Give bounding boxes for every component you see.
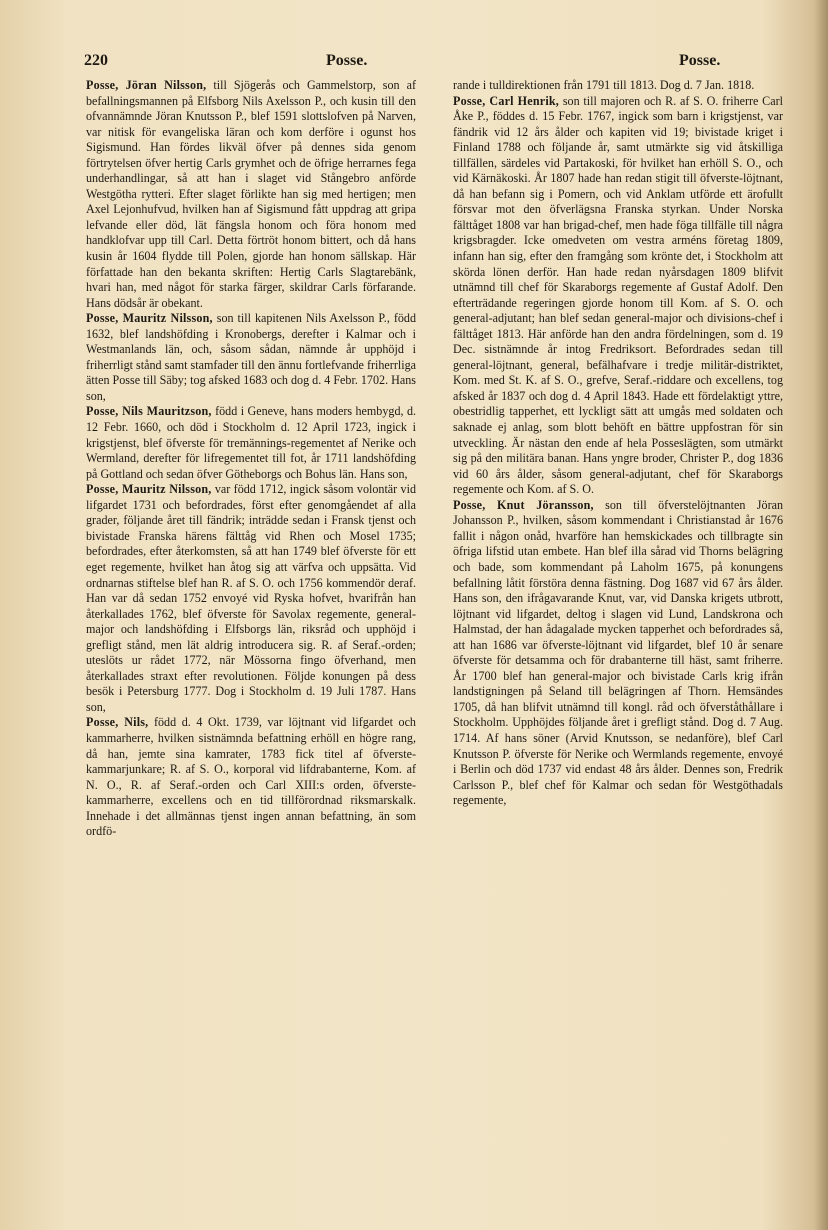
page-edge-shadow (814, 0, 828, 1230)
running-head-left: Posse. (326, 52, 368, 69)
left-column (86, 78, 416, 840)
entry-text: född i Geneve, hans moders hembygd, d. 12 Febr. 1660, och död i Stockholm d. 12 April 1723, ingick i krigstjenst, blef öfverste för tremännings-regementet af Nerike och Wermland, derefter för lifregementet till fot, år 1711 landshöfding på Gottland och sedan öfver Götheborgs och Bohus län. Hans son, (86, 404, 417, 481)
right-column (453, 78, 783, 809)
entry-heading: Posse, Knut Jöransson, (453, 497, 594, 512)
entry-carl-henrik (453, 94, 783, 498)
entry-continuation (453, 78, 783, 94)
entry-text: son till öfverstelöjtnanten Jöran Johansson P., hvilken, såsom kommendant i Christianstad år 1676 fallit i någon onåd, hvarföre han hemskickades och tillbragte sin öfriga lifstid utan embete. Han blef illa sårad vid Thorns belägring och bade, som kommendant på Laholm 1675, på konungens befallning låtit förstöra denna fästning. Dog 1687 vid 67 års ålder. Hans son, den ifrågavarande Knut, var, vid Danska krigets utbrott, löjtnant vid lifgardet, deltog i slagen vid Lund, Landskrona och Halmstad, der han ådagalade mycken tapperhet och befordrades så, att han 1686 var öfverste-löjtnant vid lifgardet, blef 10 år senare öfverste för detsamma och för drabanterne till häst, samt friherre. År 1700 blef han general-major och bivistade Carls krig ifrån landstigningen på Seland till belägringen af Thorn. Hemsändes 1705, då han blifvit utnämnd till kongl. råd och öfverståthållare i Stockholm. Upphöjdes följande året i grefligt stånd. Dog d. 7 Aug. 1714. Af hans söner (Arvid Knutsson, se nedanföre), blef Carl Knutsson P. öfverste för Nerike och Wermlands regemente, envoyé i Berlin och död 1737 vid endast 48 års ålder. Dennes son, Fredrik Carlsson P., blef chef för Kalmar och sedan för Westgöthadals regemente, (453, 497, 784, 808)
entry-heading: Posse, Nils Mauritzson, (86, 404, 212, 419)
entry-heading: Posse, Carl Henrik, (453, 93, 560, 108)
entry-text: var född 1712, ingick såsom volontär vid lifgardet 1731 och befordrades, först efter genomgåendet af alla grader, följande året till fändrik; inträdde sedan i Fransk tjenst och bivistade Franska härens fälttåg vid Rhen och Mosel 1735; befordrades, efter återkomsten, så att han 1749 blef öfverste för ett eget regemente, hvilket han åtog sig att värfva och uppsätta. Vid ordnarnas stiftelse blef han R. af S. O. och 1756 kommendör deraf. Han var då sedan 1752 envoyé vid Ryska hofvet, hvarifrån han återkallades 1762, blef öfverste för Savolax regemente, general-major och landshöfding i Elfsborgs län, riksråd och upphöjd i grefligt stånd, men lät aldrig introducera sig. R. af Seraf.-orden; uteslöts ur rådet 1772, när Mössorna fingo öfverhand, men återkallades straxt efter revolutionen. Följde konungen på dess besök i Petersburg 1777. Dog i Stockholm d. 19 Juli 1787. Hans son, (86, 482, 417, 714)
entry-mauritz-nilsson (86, 311, 416, 404)
entry-text: född d. 4 Okt. 1739, var löjtnant vid lifgardet och kammarherre, hvilken sistnämnda befattning erhöll en högre rang, då han, jemte sina kamrater, 1783 fick titel af öfverste-kammarjunkare; R. af S. O., korporal vid lifdrabanterne, Kom. af N. O., R. af Seraf.-orden och Carl XIII:s orden, öfverste-kammarherre, excellens och en tid tillförordnad riksmarskalk. Innehade i det allmännas tjenst ingen annan befattning, än som ordfö- (86, 715, 416, 839)
page-number: 220 (84, 52, 108, 69)
entry-nils-mauritzson (86, 404, 416, 482)
entry-text: son till majoren och R. af S. O. friherre Carl Åke P., föddes d. 15 Febr. 1767, ingick som barn i krigstjenst, var fändrik vid 12 års ålder och kapiten vid 19; bivistade kriget i Finland 1788 och följande år, samt utmärkte sig vid åtskilliga tillfällen, särdeles vid Partakoski, för hvilket han erhöll S. O., och vid Kärnäkoski. År 1807 hade han redan stigit till öfverste-löjtnant, då han befann sig i Pomern, och vid Anklam utförde ett ärofullt försvar mot den öfverlägsna Franska styrkan. Under Norska fälttåget 1808 var han brigad-chef, men hade föga tillfälle till några krigsbragder. Icke omedveten om vestra arméns företag 1809, infann han sig, efter den framgång som krönte det, i Stockholm att skörda lönen derför. Han hade redan nyårsdagen 1809 blifvit utnämnd till chef för Skaraborgs regemente af Gustaf Adolf. Den efterträdande regeringen gjorde honom till Kom. af S. O. och general-adjutant; han blef sedan general-major och divisions-chef i fälttåget 1813. Här anförde han den andra fördelningen, som d. 19 Dec. sistnämnde år intog Fredriksort. Befordrades sedan till general-löjtnant, general, befälhafvare i tredje militär-distriktet, Kom. med St. K. af S. O., grefve, Seraf.-riddare och excellens, tog afsked år 1837 och dog d. 4 April 1843. Hade ett fördelaktigt yttre, obestridlig tapperhet, ett lyckligt sätt att umgås med soldaten och saknade ej anlag, som blott behöft en bättre uppfostran för sin utveckling. Är nästan den ende af hela Posseslägten, som utmärkt sig på den militära banan. Hans yngre broder, Christer P., dog 1836 vid 60 års ålder, såsom general-adjutant, chef för Skaraborgs regemente och Kom. af S. O. (453, 93, 783, 497)
entry-joran-nilsson (86, 78, 416, 311)
entry-text: rande i tulldirektionen från 1791 till 1813. Dog d. 7 Jan. 1818. (453, 78, 755, 92)
entry-text: till Sjögerås och Gammelstorp, son af befallningsmannen på Elfsborg Nils Axelsson P., och kusin till den ofvannämnde Jöran Knutsson P., blef 1591 slottslofven på Narven, var nitisk för evangeliska läran och kom derföre i ogunst hos Sigismund. Han fördes likväl öfver på dennes sida genom förtrytelsen öfver hertig Carls grymhet och de öfrige herrarnes fega underhandlingar, så att han i slaget vid Stångebro anförde Westgötha rytteri. Efter slaget förlikte han sig med hertigen; men Axel Lejonhufvud, hvilken han af Sigismund fått uppdrag att gripa lefvande eller död, lät fängsla honom och föra honom med handklofvar upp till Carl. Detta förtröt honom bittert, och då hans kusin år 1604 flydde till Polen, gjorde han honom sällskap. Här författade han den bekanta skriften: Hertig Carls Slagtarebänk, hvari han, med något för starka färger, skildrar Carls förfarande. Hans dödsår är obekant. (86, 78, 417, 310)
entry-heading: Posse, Mauritz Nilsson, (86, 311, 213, 326)
entry-knut-joransson (453, 498, 783, 809)
running-head-right: Posse. (679, 52, 721, 69)
entry-text: son till kapitenen Nils Axelsson P., född 1632, blef landshöfding i Kronobergs, derefter i Kalmar och i Westmanlands län, och, såsom sådan, nämnde år upphöjd i friherrligt stånd samt stamfader till den ännu fortlefvande friherrliga ätten Posse till Säby; tog afsked 1683 och dog d. 4 Febr. 1702. Hans son, (86, 311, 417, 403)
entry-heading: Posse, Jöran Nilsson, (86, 78, 207, 92)
entry-heading: Posse, Nils, (86, 715, 149, 730)
entry-mauritz-nilsson-younger (86, 482, 416, 715)
entry-nils (86, 715, 416, 839)
entry-heading: Posse, Mauritz Nilsson, (86, 482, 212, 497)
page-header (84, 52, 810, 74)
